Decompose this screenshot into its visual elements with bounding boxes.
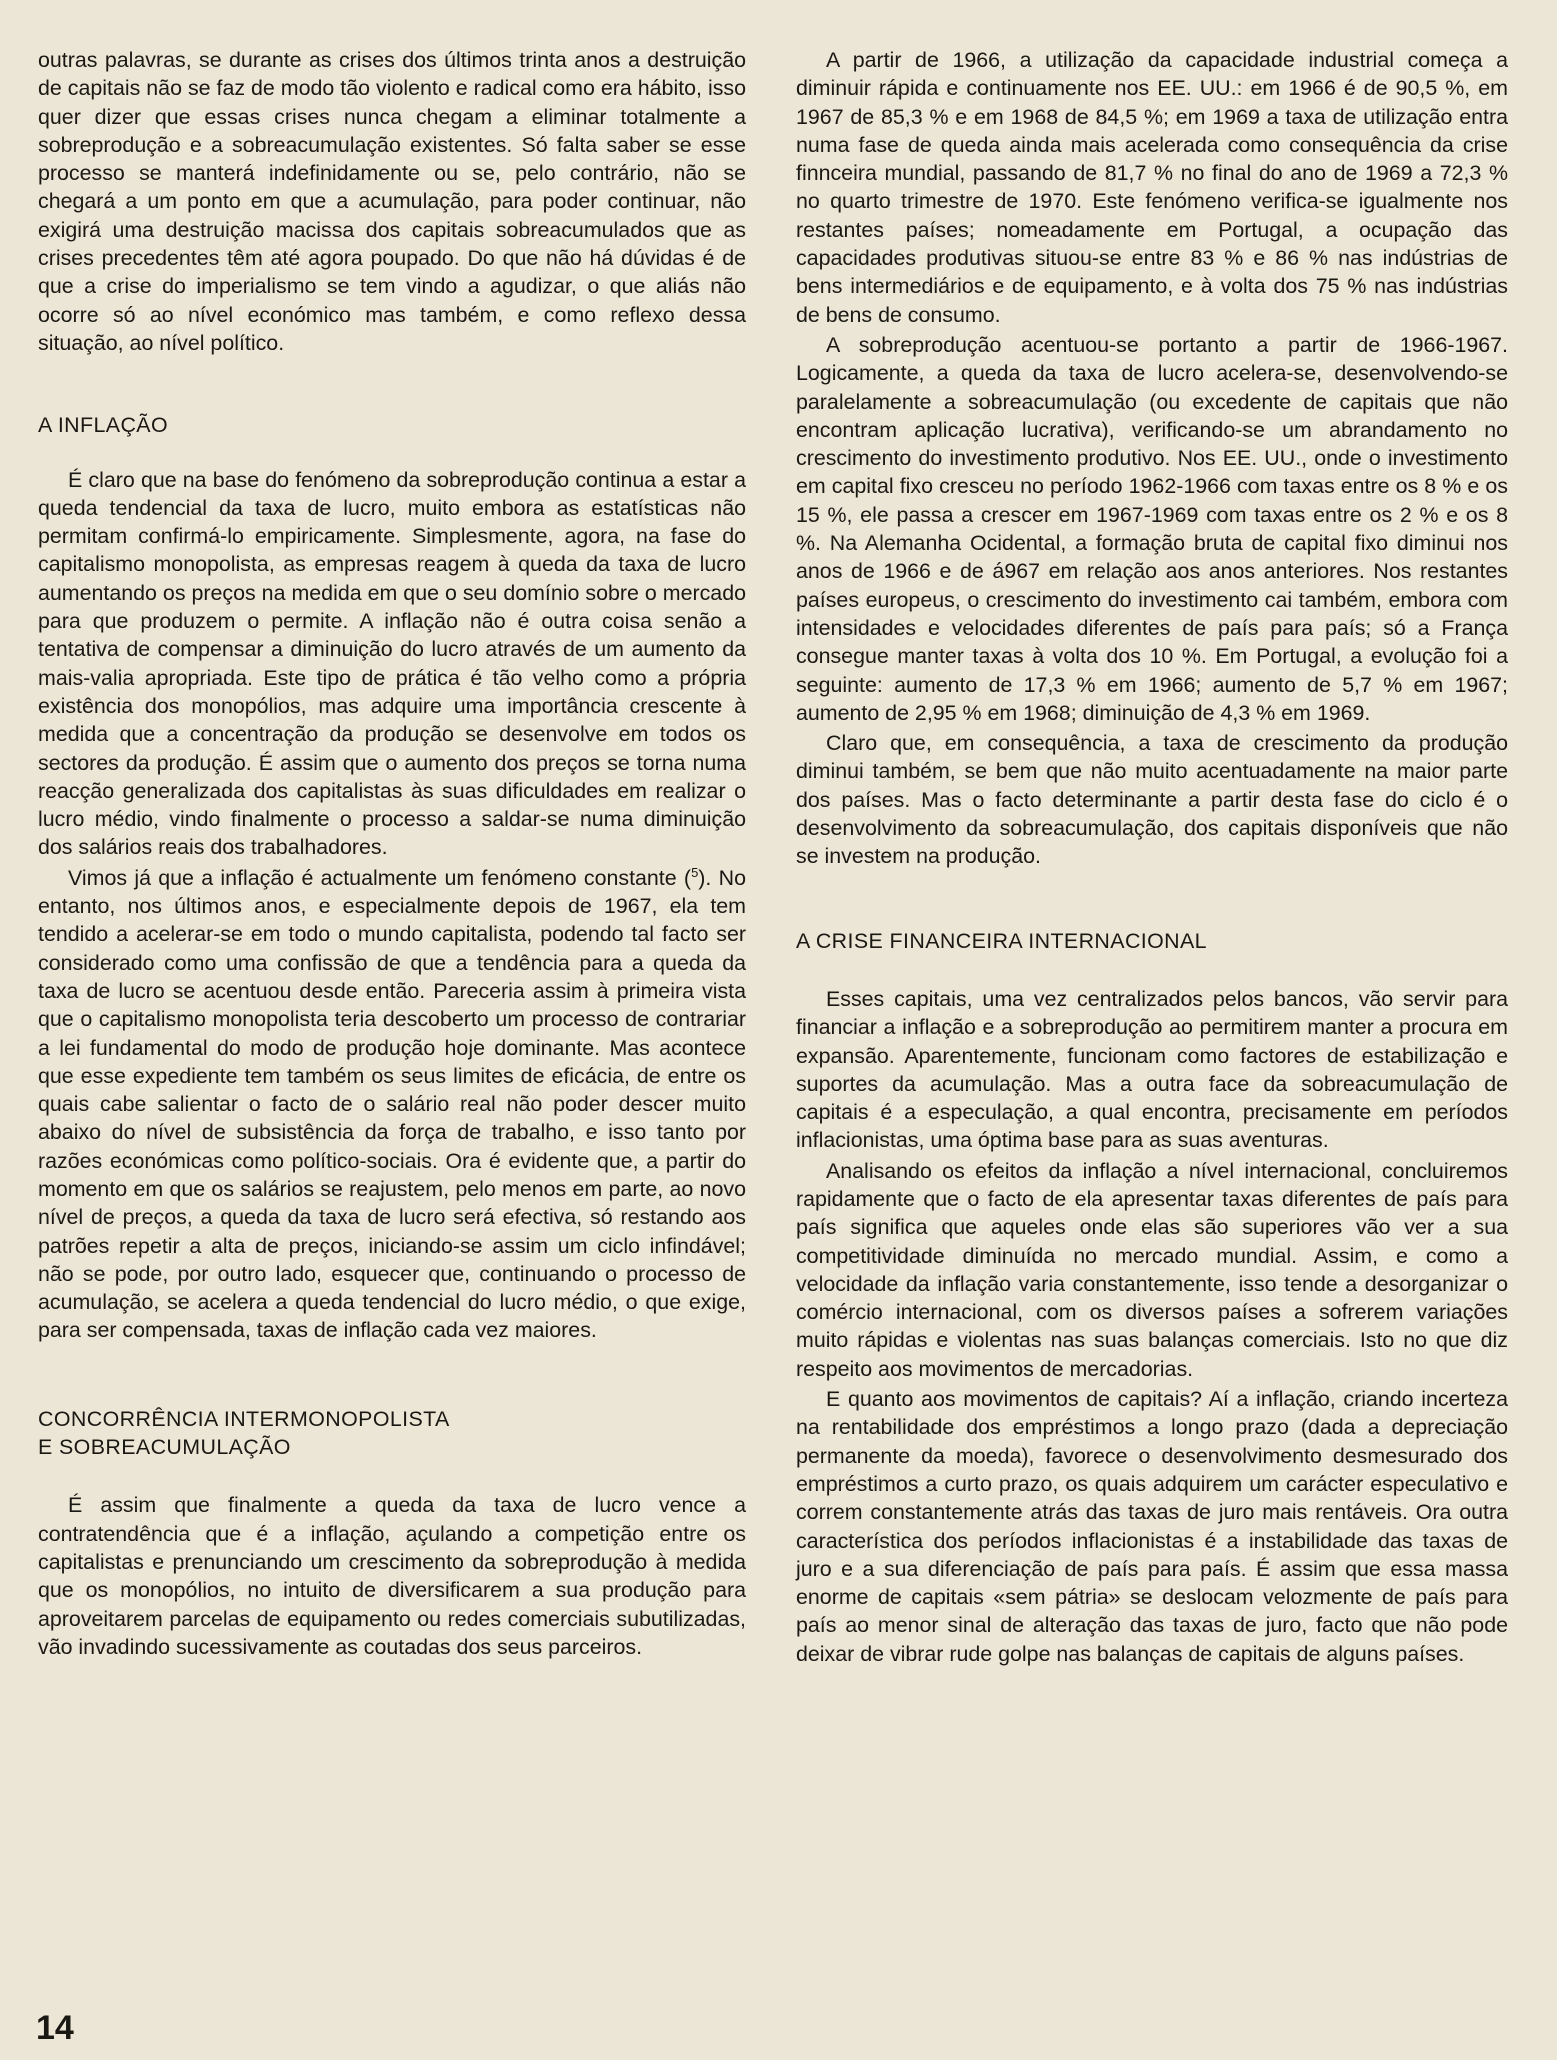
inflacao-p2-text-a: Vimos já que a inflação é actualmente um fenómeno constante ( xyxy=(68,865,692,890)
sobreproducao-paragraph: A sobreprodução acentuou-se portanto a partir de 1966-1967. Logicamente, a queda da taxa de lucro acelera-se, desenvolvendo-se paralelamente a sobreacumulação (ou excedente de capitais que não encontram aplicação lucrativa), verificando-se um abrandamento no crescimento do investimento produtivo. Nos EE. UU., onde o investimento em capital fixo cresceu no período 1962-1966 com taxas entre os 8 % e os 15 %, ele passa a crescer em 1967-1969 com taxas entre os 2 % e os 8 %. Na Alemanha Ocidental, a formação bruta de capital fixo diminui nos anos de 1966 e de á967 em relação aos anos anteriores. Nos restantes países europeus, o crescimento do investimento cai também, embora com intensidades e velocidades diferentes de país para país; só a França consegue manter taxas à volta dos 10 %. Em Portugal, a evolução foi a seguinte: aumento de 17,3 % em 1966; aumento de 5,7 % em 1967; aumento de 2,95 % em 1968; diminuição de 4,3 % em 1969. xyxy=(796,332,1508,725)
inflacao-paragraph-2 xyxy=(38,864,746,1345)
section-heading-concorrencia-line1: CONCORRÊNCIA INTERMONOPOLISTA xyxy=(38,1406,450,1431)
section-heading-inflacao: A INFLAÇÃO xyxy=(38,413,169,438)
right-column xyxy=(796,46,1508,1668)
footnote-ref: 5 xyxy=(691,864,699,880)
inflacao-paragraph-1: É claro que na base do fenómeno da sobreprodução continua a estar a queda tendencial da taxa de lucro, muito embora as estatísticas não permitam confirmá-lo empiricamente. Simplesmente, agora, na fase do capitalismo monopolista, as empresas reagem à queda da taxa de lucro aumentando os preços na medida em que o seu domínio sobre o mercado para que produzem o permite. A inflação não é outra coisa senão a tentativa de compensar a diminuição do lucro através de um aumento da mais-valia apropriada. Este tipo de prática é tão velho como a própria existência dos monopólios, mas adquire uma importância crescente à medida que a concentração da produção se desenvolve em todos os sectores da produção. É assim que o aumento dos preços se torna numa reacção generalizada dos capitalistas às suas dificuldades em realizar o lucro médio, vindo finalmente o processo a saldar-se numa diminuição dos salários reais dos trabalhadores. xyxy=(38,467,746,860)
intro-paragraph: outras palavras, se durante as crises dos últimos trinta anos a destruição de capitais não se faz de modo tão violento e radical como era hábito, isso quer dizer que essas crises nunca chegam a eliminar totalmente a sobreprodução e a sobreacumulação existentes. Só falta saber se esse processo se manterá indefinidamente ou se, pelo contrário, não se chegará a um ponto em que a acumulação, para poder continuar, não exigirá uma destruição macissa dos capitais sobreacumulados que as crises precedentes têm até agora poupado. Do que não há dúvidas é de que a crise do imperialismo se tem vindo a agudizar, o que aliás não ocorre só ao nível económico mas também, e como reflexo dessa situação, ao nível político. xyxy=(38,48,746,355)
crise-paragraph-1: Esses capitais, uma vez centralizados pelos bancos, vão servir para financiar a inflação e a sobreprodução ao permitirem manter a procura em expansão. Aparentemente, funcionam como factores de estabilização e suportes da acumulação. Mas a outra face da sobreacumulação de capitais é a especulação, a qual encontra, precisamente em períodos inflacionistas, uma óptima base para as suas aventuras. xyxy=(796,986,1508,1153)
capacity-paragraph: A partir de 1966, a utilização da capacidade industrial começa a diminuir rápida e continuamente nos EE. UU.: em 1966 é de 90,5 %, em 1967 de 85,3 % e em 1968 de 84,5 %; em 1969 a taxa de utilização entra numa fase de queda ainda mais acelerada como consequência da crise finnceira mundial, passando de 81,7 % no final do ano de 1969 a 72,3 % no quarto trimestre de 1970. Este fenómeno verifica-se igualmente nos restantes países; nomeadamente em Portugal, a ocupação das capacidades produtivas situou-se entre 83 % e 86 % nas indústrias de bens intermediários e de equipamento, e à volta dos 75 % nas indústrias de bens de consumo. xyxy=(796,48,1508,327)
concorrencia-paragraph-1: É assim que finalmente a queda da taxa de lucro vence a contratendência que é a inflação, açulando a competição entre os capitalistas e prenunciando um crescimento da sobreprodução à medida que os monopólios, no intuito de diversificarem a sua produção para aproveitarem parcelas de equipamento ou redes comerciais subutilizadas, vão invadindo sucessivamente as coutadas dos seus parceiros. xyxy=(38,1493,746,1659)
section-heading-crise-financeira: A CRISE FINANCEIRA INTERNACIONAL xyxy=(796,928,1207,953)
section-heading-concorrencia-line2: E SOBREACUMULAÇÃO xyxy=(38,1435,291,1460)
inflacao-p2-text-b: ). No entanto, nos últimos anos, e especialmente depois de 1967, ela tem tendido a acelerar-se em todo o mundo capitalista, podendo tal facto ser considerado como uma confissão de que a tendência para a queda da taxa de lucro se acentuou desde então. Pareceria assim à primeira vista que o capitalismo monopolista teria descoberto um processo de contrariar a lei fundamental do modo de produção hoje dominante. Mas acontece que esse expediente tem também os seus limites de eficácia, de entre os quais cabe salientar o facto de o salário real não poder descer muito abaixo do nível de subsistência da força de trabalho, e isso tanto por razões económicas como político-sociais. Ora é evidente que, a partir do momento em que os salários se reajustem, pelo menos em parte, ao novo nível de preços, a queda da taxa de lucro será efectiva, só restando aos patrões repetir a alta de preços, iniciando-se assim um ciclo infindável; não se pode, por outro lado, esquecer que, continuando o processo de acumulação, se acelera a queda tendencial do lucro médio, o que exige, para ser compensada, taxas de inflação cada vez maiores. xyxy=(38,865,746,1343)
crise-paragraph-3: E quanto aos movimentos de capitais? Aí a inflação, criando incerteza na rentabilidade dos empréstimos a longo prazo (dada a depreciação permanente da moeda), favorece o desenvolvimento desmesurado dos empréstimos a curto prazo, os quais adquirem um carácter especulativo e correm constantemente atrás das taxas de juro mais rentáveis. Ora outra característica dos períodos inflacionistas é a instabilidade das taxas de juro e a sua diferenciação de país para país. É assim que essa massa enorme de capitais «sem pátria» se deslocam velozmente de país para país ao menor sinal de alteração das taxas de juro, facto que não pode deixar de vibrar rude golpe nas balanças de capitais de alguns países. xyxy=(796,1387,1508,1666)
consequencia-paragraph: Claro que, em consequência, a taxa de crescimento da produção diminui também, se bem que não muito acentuadamente na maior parte dos países. Mas o facto determinante a partir desta fase do ciclo é o desenvolvimento da sobreacumulação, dos capitais disponíveis que não se investem na produção. xyxy=(796,731,1508,869)
page-number: 14 xyxy=(36,2009,74,2047)
section-heading-concorrencia xyxy=(38,1405,746,1462)
left-column xyxy=(38,46,746,1661)
crise-paragraph-2: Analisando os efeitos da inflação a nível internacional, concluiremos rapidamente que o facto de ela apresentar taxas diferentes de país para país significa que aqueles onde elas são superiores vão ver a sua competitividade diminuída no mercado mundial. Assim, e como a velocidade da inflação varia constantemente, isso tende a desorganizar o comércio internacional, com os diversos países a sofrerem variações muito rápidas e violentas nas suas balanças comerciais. Isto no que diz respeito aos movimentos de mercadorias. xyxy=(796,1158,1508,1381)
